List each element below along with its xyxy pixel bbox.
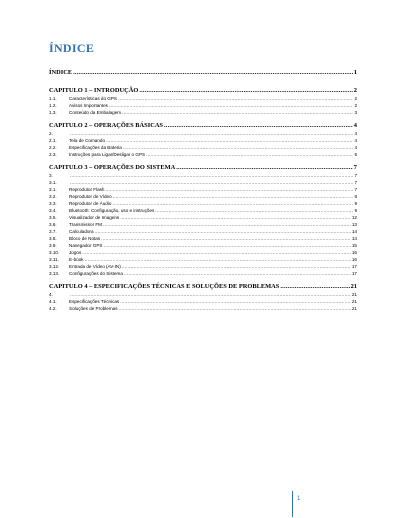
toc-item-number: 3.1. bbox=[49, 187, 57, 192]
dot-leader bbox=[176, 163, 353, 172]
toc-item-label: Avisos Importantes bbox=[69, 103, 108, 108]
toc-item-page: 7 bbox=[354, 173, 357, 178]
toc-item-label: Especificações da Bateria bbox=[69, 145, 122, 150]
toc-item-number: 3.11. bbox=[49, 257, 59, 262]
table-of-contents bbox=[49, 68, 357, 312]
toc-item-page: 14 bbox=[351, 229, 357, 234]
toc-item[interactable] bbox=[49, 200, 357, 207]
toc-item-label: Visualizador de Imagens bbox=[69, 215, 120, 220]
toc-chapter-1[interactable] bbox=[49, 86, 357, 95]
dot-leader bbox=[95, 228, 351, 235]
toc-item-page: 2 bbox=[354, 103, 357, 108]
dot-leader bbox=[113, 193, 354, 200]
toc-chapter-page: 21 bbox=[350, 283, 357, 290]
toc-item-page: 9 bbox=[354, 208, 357, 213]
dot-leader bbox=[120, 214, 351, 221]
dot-leader bbox=[103, 221, 351, 228]
toc-item[interactable] bbox=[49, 137, 357, 144]
toc-item-label: Jogos bbox=[69, 250, 82, 255]
toc-item-number: 3.9. bbox=[49, 243, 57, 248]
toc-item-page: 12 bbox=[351, 215, 357, 220]
dot-leader bbox=[120, 298, 351, 305]
dot-leader bbox=[146, 151, 353, 158]
toc-item[interactable] bbox=[49, 130, 357, 137]
toc-item[interactable] bbox=[49, 207, 357, 214]
toc-item-number: 3.2. bbox=[49, 194, 57, 199]
toc-item-label: Conteúdo da Embalagem bbox=[69, 110, 122, 115]
toc-item-number: 2.1. bbox=[49, 138, 57, 143]
toc-item[interactable] bbox=[49, 214, 357, 221]
toc-entry-indice[interactable] bbox=[49, 68, 357, 77]
toc-item-page: 8 bbox=[354, 194, 357, 199]
dot-leader bbox=[82, 249, 351, 256]
toc-item-label: Reprodutor de Áudio bbox=[69, 201, 112, 206]
toc-item[interactable] bbox=[49, 179, 357, 186]
toc-item[interactable] bbox=[49, 249, 357, 256]
toc-item-page: 21 bbox=[351, 299, 357, 304]
toc-item[interactable] bbox=[49, 228, 357, 235]
toc-item-number: 4. bbox=[49, 292, 53, 297]
page-number: 1 bbox=[297, 496, 301, 502]
toc-item[interactable] bbox=[49, 221, 357, 228]
toc-item-label: Transmissor FM bbox=[69, 222, 103, 227]
toc-item-label: Bloco de Notas bbox=[69, 236, 101, 241]
toc-item[interactable] bbox=[49, 256, 357, 263]
toc-item-label: Soluções de Problemas bbox=[69, 306, 118, 311]
toc-item[interactable] bbox=[49, 270, 357, 277]
toc-item[interactable] bbox=[49, 305, 357, 312]
toc-entry-label: ÍNDICE bbox=[49, 69, 73, 76]
toc-item-label: Reprodutor Flash bbox=[69, 187, 105, 192]
dot-leader bbox=[70, 172, 353, 179]
toc-item-number: 3.5. bbox=[49, 215, 57, 220]
toc-item-label: E-book bbox=[69, 257, 84, 262]
toc-item[interactable] bbox=[49, 242, 357, 249]
toc-item-page: 4 bbox=[354, 138, 357, 143]
toc-chapter-page: 4 bbox=[353, 122, 357, 129]
toc-item-label: Tela de Comando bbox=[69, 138, 106, 143]
toc-item-page: 17 bbox=[351, 264, 357, 269]
toc-item-number: 2.3. bbox=[49, 152, 57, 157]
toc-item-page: 4 bbox=[354, 145, 357, 150]
toc-item-number: 3.13. bbox=[49, 271, 60, 276]
toc-chapter-page: 7 bbox=[353, 164, 357, 171]
dot-leader bbox=[164, 121, 353, 130]
toc-item-page: 3 bbox=[354, 110, 357, 115]
toc-item-number: 3.7. bbox=[49, 229, 57, 234]
dot-leader bbox=[280, 282, 349, 291]
toc-chapter-label: CAPITULO 3 – OPERAÇÕES DO SISTEMA bbox=[49, 164, 176, 171]
dot-leader bbox=[106, 186, 354, 193]
toc-item-page: 13 bbox=[351, 222, 357, 227]
toc-item[interactable] bbox=[49, 186, 357, 193]
toc-item-page: 9 bbox=[354, 201, 357, 206]
toc-item[interactable] bbox=[49, 291, 357, 298]
footer-rule bbox=[292, 491, 293, 517]
toc-item-page: 16 bbox=[351, 250, 357, 255]
toc-chapter-4[interactable] bbox=[49, 282, 357, 291]
page-title: ÍNDICE bbox=[49, 41, 95, 55]
toc-item-number: 3.6. bbox=[49, 222, 57, 227]
toc-item-page: 2 bbox=[354, 96, 357, 101]
dot-leader bbox=[73, 68, 353, 77]
toc-item-page: 4 bbox=[354, 131, 357, 136]
dot-leader bbox=[122, 109, 353, 116]
toc-item[interactable] bbox=[49, 193, 357, 200]
toc-item-number: 3.4. bbox=[49, 208, 57, 213]
dot-leader bbox=[112, 200, 353, 207]
toc-item-label: Navegador GPS bbox=[69, 243, 103, 248]
toc-item-page: 16 bbox=[351, 257, 357, 262]
toc-item-number: 3.3. bbox=[49, 201, 57, 206]
toc-item-page: 14 bbox=[351, 236, 357, 241]
dot-leader bbox=[124, 270, 351, 277]
toc-item-number: 4.1. bbox=[49, 299, 57, 304]
toc-item[interactable] bbox=[49, 102, 357, 109]
toc-item-label: Calculadora bbox=[69, 229, 94, 234]
toc-item-number: 1.2. bbox=[49, 103, 57, 108]
toc-item-label: Configurações do Sistema bbox=[69, 271, 123, 276]
toc-item[interactable] bbox=[49, 263, 357, 270]
toc-item-label: Bluetooth: Configuração, uso e instruções bbox=[69, 208, 155, 213]
toc-chapter-3[interactable] bbox=[49, 163, 357, 172]
toc-item[interactable] bbox=[49, 298, 357, 305]
toc-item[interactable] bbox=[49, 172, 357, 179]
toc-item-page: 17 bbox=[351, 271, 357, 276]
dot-leader bbox=[119, 305, 351, 312]
dot-leader bbox=[122, 263, 351, 270]
toc-item-number: 3. bbox=[49, 173, 53, 178]
toc-item-page: 15 bbox=[351, 243, 357, 248]
dot-leader bbox=[101, 235, 351, 242]
toc-item-number: 2. bbox=[49, 131, 53, 136]
toc-item-page: 5 bbox=[354, 152, 357, 157]
toc-item[interactable] bbox=[49, 151, 357, 158]
toc-item-page: 21 bbox=[351, 306, 357, 311]
toc-chapter-label: CAPITULO 1 – INTRODUÇÃO bbox=[49, 87, 139, 94]
dot-leader bbox=[70, 130, 353, 137]
dot-leader bbox=[139, 86, 352, 95]
toc-item-label: Reprodutor de Vídeo bbox=[69, 194, 112, 199]
dot-leader bbox=[123, 144, 354, 151]
dot-leader bbox=[103, 242, 350, 249]
dot-leader bbox=[85, 256, 351, 263]
toc-item-number: 1.1. bbox=[49, 96, 57, 101]
toc-chapter-page: 2 bbox=[353, 87, 357, 94]
toc-item-number: 3.10. bbox=[49, 250, 60, 255]
toc-chapter-2[interactable] bbox=[49, 121, 357, 130]
toc-item-number: 3.1. bbox=[49, 180, 57, 185]
toc-entry-page: 1 bbox=[353, 69, 357, 76]
dot-leader bbox=[70, 179, 353, 186]
toc-item-label: Especificações Técnicas bbox=[69, 299, 120, 304]
toc-item-page: 7 bbox=[354, 180, 357, 185]
toc-item-label: Entrada de Vídeo (AV-IN) bbox=[69, 264, 121, 269]
toc-item[interactable] bbox=[49, 109, 357, 116]
toc-item-number: 3.8. bbox=[49, 236, 57, 241]
dot-leader bbox=[70, 291, 351, 298]
toc-item-label: Características do GPS bbox=[69, 96, 117, 101]
toc-item[interactable] bbox=[49, 144, 357, 151]
toc-item[interactable] bbox=[49, 95, 357, 102]
toc-item-page: 21 bbox=[351, 292, 357, 297]
dot-leader bbox=[106, 137, 353, 144]
toc-item-number: 3.12. bbox=[49, 264, 60, 269]
dot-leader bbox=[118, 95, 353, 102]
dot-leader bbox=[109, 102, 353, 109]
toc-chapter-label: CAPITULO 2 – OPERAÇÕES BÁSICAS bbox=[49, 122, 163, 129]
toc-item[interactable] bbox=[49, 235, 357, 242]
toc-item-number: 1.3. bbox=[49, 110, 57, 115]
toc-item-label: Instruções para Ligar/Desligar o GPS bbox=[69, 152, 146, 157]
toc-item-number: 2.2. bbox=[49, 145, 57, 150]
toc-chapter-label: CAPITULO 4 – ESPECIFICAÇÕES TÉCNICAS E SOLUÇÕES DE PROBLEMAS bbox=[49, 283, 280, 290]
dot-leader bbox=[155, 207, 353, 214]
toc-item-number: 4.2. bbox=[49, 306, 57, 311]
toc-item-page: 7 bbox=[354, 187, 357, 192]
